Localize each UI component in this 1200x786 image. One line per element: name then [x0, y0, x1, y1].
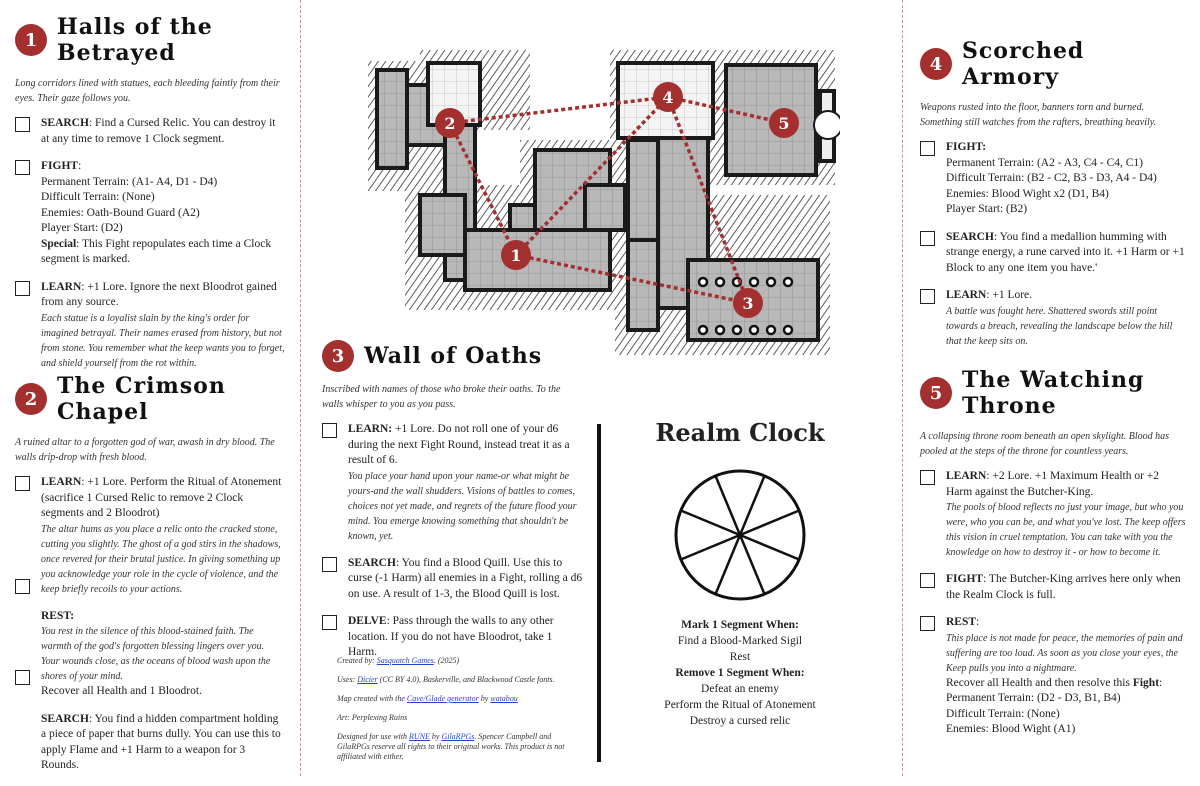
learn-text: +1 Lore. Do not roll one of your d6 during the next Fight Round, instead treat it as a result of 6.	[348, 423, 570, 466]
mark-item: Find a Blood-Marked Sigil	[677, 635, 803, 647]
section-2-learn	[15, 475, 285, 597]
vertical-divider-bar	[597, 424, 601, 762]
section-1-learn	[15, 280, 285, 371]
credit-text: Created by:	[337, 656, 377, 665]
rest-line: Enemies: Blood Wight (A1)	[946, 723, 1076, 735]
credit-text: . (2025)	[433, 656, 460, 665]
rest-flavor: This place is not made for peace, the memories of pain and suffering are too loud. As soon as you close your eyes, the Keep pulls you into a nightmare.	[946, 632, 1183, 674]
section-4-search	[920, 230, 1188, 277]
fight-checkbox[interactable]	[920, 141, 935, 156]
fight-line: Difficult Terrain: (B2 - C2, B3 - D3, A4 - D4)	[946, 172, 1157, 184]
map-marker-2	[435, 108, 465, 138]
learn-flavor: The pools of blood reflects no just your image, but who you were, who you can be, and what you've lost. The keep offers this vision in cruel temptation. You can take with you the knowledge on how to destroy it - or how to become it.	[946, 502, 1186, 558]
fight-line: Difficult Terrain: (None)	[41, 191, 155, 203]
credit-art: Art: Perplexing Ruins	[337, 713, 408, 722]
rest-text	[946, 676, 1188, 692]
section-5-number: 5	[920, 377, 952, 409]
section-5-learn	[920, 469, 1188, 560]
svg-text:3: 3	[742, 294, 754, 313]
svg-text:4: 4	[662, 88, 674, 107]
credits	[337, 656, 577, 771]
learn-checkbox-2[interactable]	[15, 579, 30, 594]
credit-text: (CC BY 4.0), Baskerville, and Blackwood Castle fonts.	[377, 675, 555, 684]
remove-item: Defeat an enemy	[701, 683, 779, 695]
fight-keyword: FIGHT	[946, 573, 984, 585]
section-5-intro: A collapsing throne room beneath an open skylight. Blood has pooled at the steps of the throne for countless years.	[920, 431, 1170, 457]
learn-checkbox[interactable]	[322, 423, 337, 438]
search-checkbox[interactable]	[322, 557, 337, 572]
section-2-header	[15, 373, 285, 425]
section-4-intro: Weapons rusted into the floor, banners torn and burned. Something still watches from the rafters, breathing heavily.	[920, 102, 1157, 128]
realm-clock-wheel	[640, 465, 840, 605]
section-1-number: 1	[15, 24, 47, 56]
search-checkbox[interactable]	[15, 117, 30, 132]
column-divider-right	[902, 0, 903, 776]
section-1-fight	[15, 159, 285, 268]
rest-flavor: You rest in the silence of this blood-stained faith. The warmth of the god's forgotten blessing lingers over you. Your wounds close, as the oceans of blood wash upon the shores of your mind.	[41, 626, 271, 682]
fight-line: Enemies: Blood Wight x2 (D1, B4)	[946, 187, 1109, 200]
section-4-title: Scorched Armory	[962, 38, 1085, 90]
rest-text-pre: Recover all Health and then resolve this	[946, 676, 1133, 689]
realm-clock-title: Realm Clock	[655, 418, 825, 447]
section-3-number: 3	[322, 340, 354, 372]
credit-text: by	[478, 694, 491, 703]
credit-text: . Spencer Campbell and GilaRPGs reserve all rights to their original works. This product is not affiliated with either.	[337, 732, 565, 761]
svg-text:1: 1	[510, 246, 522, 265]
fight-keyword: FIGHT	[41, 160, 79, 172]
learn-checkbox[interactable]	[920, 470, 935, 485]
dungeon-map	[360, 45, 840, 360]
learn-keyword: LEARN:	[348, 423, 393, 435]
search-checkbox[interactable]	[920, 231, 935, 246]
map-marker-4	[653, 82, 683, 112]
credit-link-generator[interactable]: Cave/Glade generator	[406, 694, 479, 703]
fight-colon: :	[78, 160, 82, 172]
fight-keyword: FIGHT:	[946, 141, 987, 153]
rest-line: Difficult Terrain: (None)	[946, 707, 1060, 720]
section-1-intro: Long corridors lined with statues, each bleeding faintly from their eyes. Their gaze follows you.	[15, 78, 280, 104]
section-2	[15, 373, 285, 786]
section-3-title: Wall of Oaths	[364, 343, 543, 369]
fight-checkbox[interactable]	[15, 160, 30, 175]
fight-line: Enemies: Oath-Bound Guard (A2)	[41, 206, 200, 219]
mark-item: Rest	[729, 651, 751, 663]
map-marker-3	[733, 288, 763, 318]
column-divider-left	[300, 0, 301, 776]
learn-text: : +1 Lore. Ignore the next Bloodrot gained from any source.	[41, 280, 277, 308]
learn-checkbox[interactable]	[920, 289, 935, 304]
credit-text: by	[429, 732, 442, 741]
special-keyword: Special	[41, 237, 77, 250]
learn-keyword: LEARN	[41, 476, 82, 488]
section-2-search	[15, 712, 285, 774]
rest-checkbox[interactable]	[15, 670, 30, 685]
svg-text:5: 5	[778, 114, 790, 133]
section-5-fight	[920, 572, 1188, 603]
section-4-learn	[920, 288, 1188, 349]
search-text: : You find a Blood Quill. Use this to curse (-1 Harm) all enemies in a Fight, rolling a d6 on use. A result of 1-3, the Blood Quill is lost.	[348, 556, 583, 600]
credit-text: Designed for use with	[337, 732, 409, 741]
rest-text-keyword: Fight	[1132, 676, 1160, 689]
search-text: : You find a hidden compartment holding a piece of paper that burns dully. You can use this to apply Flame and +1 Harm to a weapon for 3 Rounds.	[41, 712, 281, 771]
realm-clock-rules	[640, 617, 840, 729]
delve-checkbox[interactable]	[322, 615, 337, 630]
search-keyword: SEARCH	[348, 556, 396, 569]
section-1-header	[15, 14, 285, 66]
credit-uses	[337, 675, 577, 685]
fight-line: Player Start: (D2)	[41, 222, 123, 234]
section-4-header	[920, 38, 1188, 90]
learn-checkbox[interactable]	[15, 281, 30, 296]
map-marker-5	[769, 108, 799, 138]
rest-text-post: :	[1159, 676, 1163, 689]
map-marker-1	[501, 240, 531, 270]
learn-flavor: You place your hand upon your name-or what might be yours-and the wall shudders. Visions of battles to comes, choices not yet made, and regrets of the future flood your mind. You emerge knowing something that shouldn't be known, yet.	[348, 470, 577, 542]
remove-item: Destroy a cursed relic	[689, 715, 791, 727]
special-text: : This Fight repopulates each time a Clock segment is marked.	[41, 237, 272, 265]
svg-text:2: 2	[444, 114, 456, 133]
fight-line: Permanent Terrain: (A1- A4, D1 - D4)	[41, 175, 218, 188]
learn-keyword: LEARN	[41, 280, 82, 293]
credit-text: Uses:	[337, 675, 358, 684]
section-4-fight	[920, 140, 1188, 218]
rest-keyword: REST	[946, 616, 977, 628]
search-text: : Find a Cursed Relic. You can destroy it at any time to remove 1 Clock segment.	[41, 117, 276, 145]
rest-text: Recover all Health and 1 Bloodrot.	[41, 685, 202, 697]
section-1	[15, 14, 285, 383]
learn-flavor: The altar hums as you place a relic onto the cracked stone, cutting you slightly. The ghost of a god stirs in the shadows, once revered for their brutal justice. In giving something up you acknowledge your role in the cycle of violence, and the keep briefly recoils to your actions.	[41, 523, 281, 595]
section-1-title: Halls of the Betrayed	[57, 14, 213, 66]
section-3-learn	[322, 422, 584, 544]
remove-item: Perform the Ritual of Atonement	[664, 699, 816, 711]
delve-keyword: DELVE	[348, 615, 387, 627]
credit-link-gilarpgs[interactable]: GilaRPGs	[441, 732, 475, 741]
rest-keyword: REST:	[41, 609, 75, 622]
learn-keyword: LEARN	[946, 470, 987, 482]
remove-heading: Remove 1 Segment When:	[675, 667, 805, 679]
section-3-header	[322, 340, 584, 372]
section-2-rest	[15, 609, 285, 700]
learn-text: : +1 Lore. Perform the Ritual of Atonement (sacrifice 1 Cursed Relic to remove 2 Clock segments and 2 Bloodrot)	[41, 476, 282, 519]
fight-line: Permanent Terrain: (A2 - A3, C4 - C4, C1)	[946, 156, 1144, 169]
rest-checkbox[interactable]	[920, 616, 935, 631]
credit-created	[337, 656, 577, 666]
search-keyword: SEARCH	[41, 117, 89, 129]
fight-text: : The Butcher-King arrives here only when the Realm Clock is full.	[946, 573, 1181, 601]
rest-line: Permanent Terrain: (D2 - D3, B1, B4)	[946, 692, 1121, 704]
section-4	[920, 38, 1188, 361]
section-5-rest	[920, 615, 1188, 738]
section-1-search	[15, 116, 285, 147]
credit-map	[337, 694, 577, 704]
section-3	[322, 340, 584, 673]
section-4-number: 4	[920, 48, 952, 80]
section-3-intro: Inscribed with names of those who broke their oaths. To the walls whisper to you as you pass.	[322, 384, 561, 410]
realm-clock	[640, 418, 840, 729]
credit-text: Map created with the	[337, 694, 407, 703]
section-2-intro: A ruined altar to a forgotten god of war, awash in dry blood. The walls drip-drop with fresh blood.	[15, 437, 275, 463]
learn-flavor: A battle was fought here. Shattered swords still point towards a breach, revealing the landscape below the hill that the keep sits on.	[946, 305, 1173, 347]
section-3-delve	[322, 614, 584, 661]
learn-keyword: LEARN	[946, 289, 987, 301]
learn-checkbox[interactable]	[15, 476, 30, 491]
search-keyword: SEARCH	[946, 230, 994, 243]
section-2-title: The Crimson Chapel	[57, 373, 226, 425]
credit-link-rune[interactable]: RUNE	[409, 732, 430, 741]
rest-colon: :	[976, 616, 980, 628]
learn-text: : +2 Lore. +1 Maximum Health or +2 Harm against the Butcher-King.	[946, 470, 1160, 498]
dungeon-map-svg	[360, 45, 840, 360]
delve-text: : Pass through the walls to any other location. If you do not have Bloodrot, take 1 Harm.	[348, 615, 554, 658]
throne-icon	[814, 111, 840, 139]
learn-text: : +1 Lore.	[986, 289, 1033, 301]
fight-checkbox[interactable]	[920, 573, 935, 588]
section-2-number: 2	[15, 383, 47, 415]
credit-link-watabou[interactable]: watabou	[490, 694, 518, 703]
credit-link-sasquatch[interactable]: Sasquatch Games	[376, 656, 434, 665]
section-5	[920, 367, 1188, 750]
learn-flavor: Each statue is a loyalist slain by the king's order for imagined betrayal. Their names erased from history, but not from stone. You remember what the keep wants you to forget, and shield yourself from the rot within.	[41, 312, 285, 369]
search-keyword: SEARCH	[41, 712, 89, 725]
credit-link-dicier[interactable]: Dicier	[357, 675, 378, 684]
search-text: : You find a medallion humming with strange energy, a rune carved into it. +1 Harm or +1 Block to any one item you have.'	[946, 230, 1185, 274]
fight-line: Player Start: (B2)	[946, 203, 1028, 215]
section-5-title: The Watching Throne	[962, 367, 1145, 419]
mark-heading: Mark 1 Segment When:	[681, 619, 799, 631]
section-3-search	[322, 556, 584, 603]
section-5-header	[920, 367, 1188, 419]
credit-designed	[337, 732, 577, 762]
